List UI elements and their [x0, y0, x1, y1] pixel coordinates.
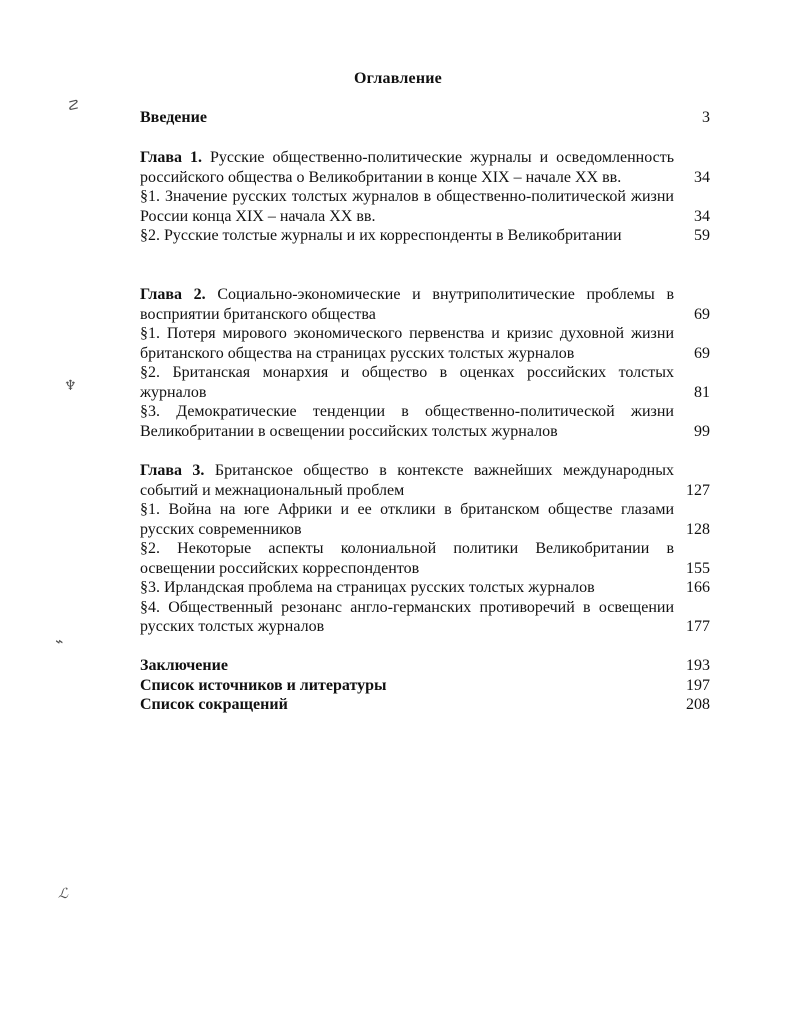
section-page: 34: [694, 207, 710, 225]
margin-mark-icon: ☡: [66, 99, 79, 114]
section-title: §3. Ирландская проблема на страницах русских толстых журналов: [140, 579, 595, 596]
toc-entry-conclusion: [140, 656, 716, 676]
section-page: 155: [686, 559, 710, 577]
section-entry: [140, 324, 716, 363]
section-title: §4. Общественный резонанс англо-германских противоречий в освещении русских толстых журналов: [140, 598, 674, 635]
section-entry: [140, 500, 716, 539]
toc-chapter-2: [140, 285, 716, 441]
chapter-page: 127: [686, 481, 710, 499]
chapter-title: Социально-экономические и внутриполитические проблемы в восприятии британского общества: [140, 286, 674, 323]
section-entry: [140, 402, 716, 441]
toc-entry-label: Заключение: [140, 657, 228, 674]
section-entry: [140, 226, 716, 246]
chapter-page: 69: [694, 305, 710, 323]
toc-chapter-1: [140, 148, 716, 246]
chapter-title: Британское общество в контексте важнейших международных событий и межнациональный проблем: [140, 462, 674, 499]
section-page: 128: [686, 520, 710, 538]
section-page: 59: [694, 227, 710, 244]
toc-entry-intro: [140, 108, 716, 128]
toc-chapter-3: [140, 461, 716, 637]
section-page: 69: [694, 344, 710, 362]
toc-entry-page: 193: [686, 657, 710, 674]
section-entry: [140, 598, 716, 637]
section-page: 177: [686, 618, 710, 635]
toc-entry-page: 208: [686, 696, 710, 713]
toc-entry-label: Введение: [140, 109, 207, 126]
margin-mark-icon: ♆: [64, 379, 77, 394]
section-entry: [140, 578, 716, 598]
section-title: §2. Британская монархия и общество в оценках российских толстых журналов: [140, 364, 674, 401]
toc-title: Оглавление: [354, 70, 442, 87]
section-title: §1. Потеря мирового экономического первенства и кризис духовной жизни британского общества на страницах русских толстых журналов: [140, 325, 674, 362]
section-entry: [140, 539, 716, 578]
section-title: §3. Демократические тенденции в общественно-политической жизни Великобритании в освещении российских толстых журналов: [140, 403, 674, 440]
section-title: §1. Значение русских толстых журналов в общественно-политической жизни России конца XIX – начала XX вв.: [140, 188, 674, 225]
section-title: §2. Русские толстые журналы и их корреспонденты в Великобритании: [140, 227, 622, 244]
toc-entry-label: Список источников и литературы: [140, 676, 387, 694]
section-page: 166: [686, 579, 710, 596]
chapter-heading: [140, 461, 716, 500]
toc-intro: [140, 108, 716, 128]
chapter-number: Глава 1.: [140, 149, 202, 166]
chapter-page: 34: [694, 168, 710, 186]
chapter-heading: [140, 285, 716, 324]
chapter-heading: [140, 148, 716, 187]
toc-back-matter: [140, 656, 716, 715]
section-page: 81: [694, 383, 710, 401]
toc-entry-page: 197: [686, 676, 710, 694]
chapter-title: Русские общественно-политические журналы и осведомленность российского общества о Великобритании в конце XIX – начале XX вв.: [140, 149, 674, 186]
margin-mark-icon: ⌁: [54, 635, 63, 650]
toc-entry-label: Список сокращений: [140, 696, 288, 713]
chapter-number: Глава 3.: [140, 462, 205, 479]
section-page: 99: [694, 422, 710, 440]
toc-entry-sources: [140, 676, 716, 696]
chapter-number: Глава 2.: [140, 286, 206, 303]
section-entry: [140, 363, 716, 402]
toc-entry-abbreviations: [140, 695, 716, 715]
section-title: §2. Некоторые аспекты колониальной политики Великобритании в освещении российских корреспондентов: [140, 540, 674, 577]
section-entry: [140, 187, 716, 226]
margin-mark-icon: ℒ: [58, 887, 69, 902]
toc-entry-page: 3: [702, 109, 710, 126]
section-title: §1. Война на юге Африки и ее отклики в британском обществе глазами русских современников: [140, 501, 674, 538]
